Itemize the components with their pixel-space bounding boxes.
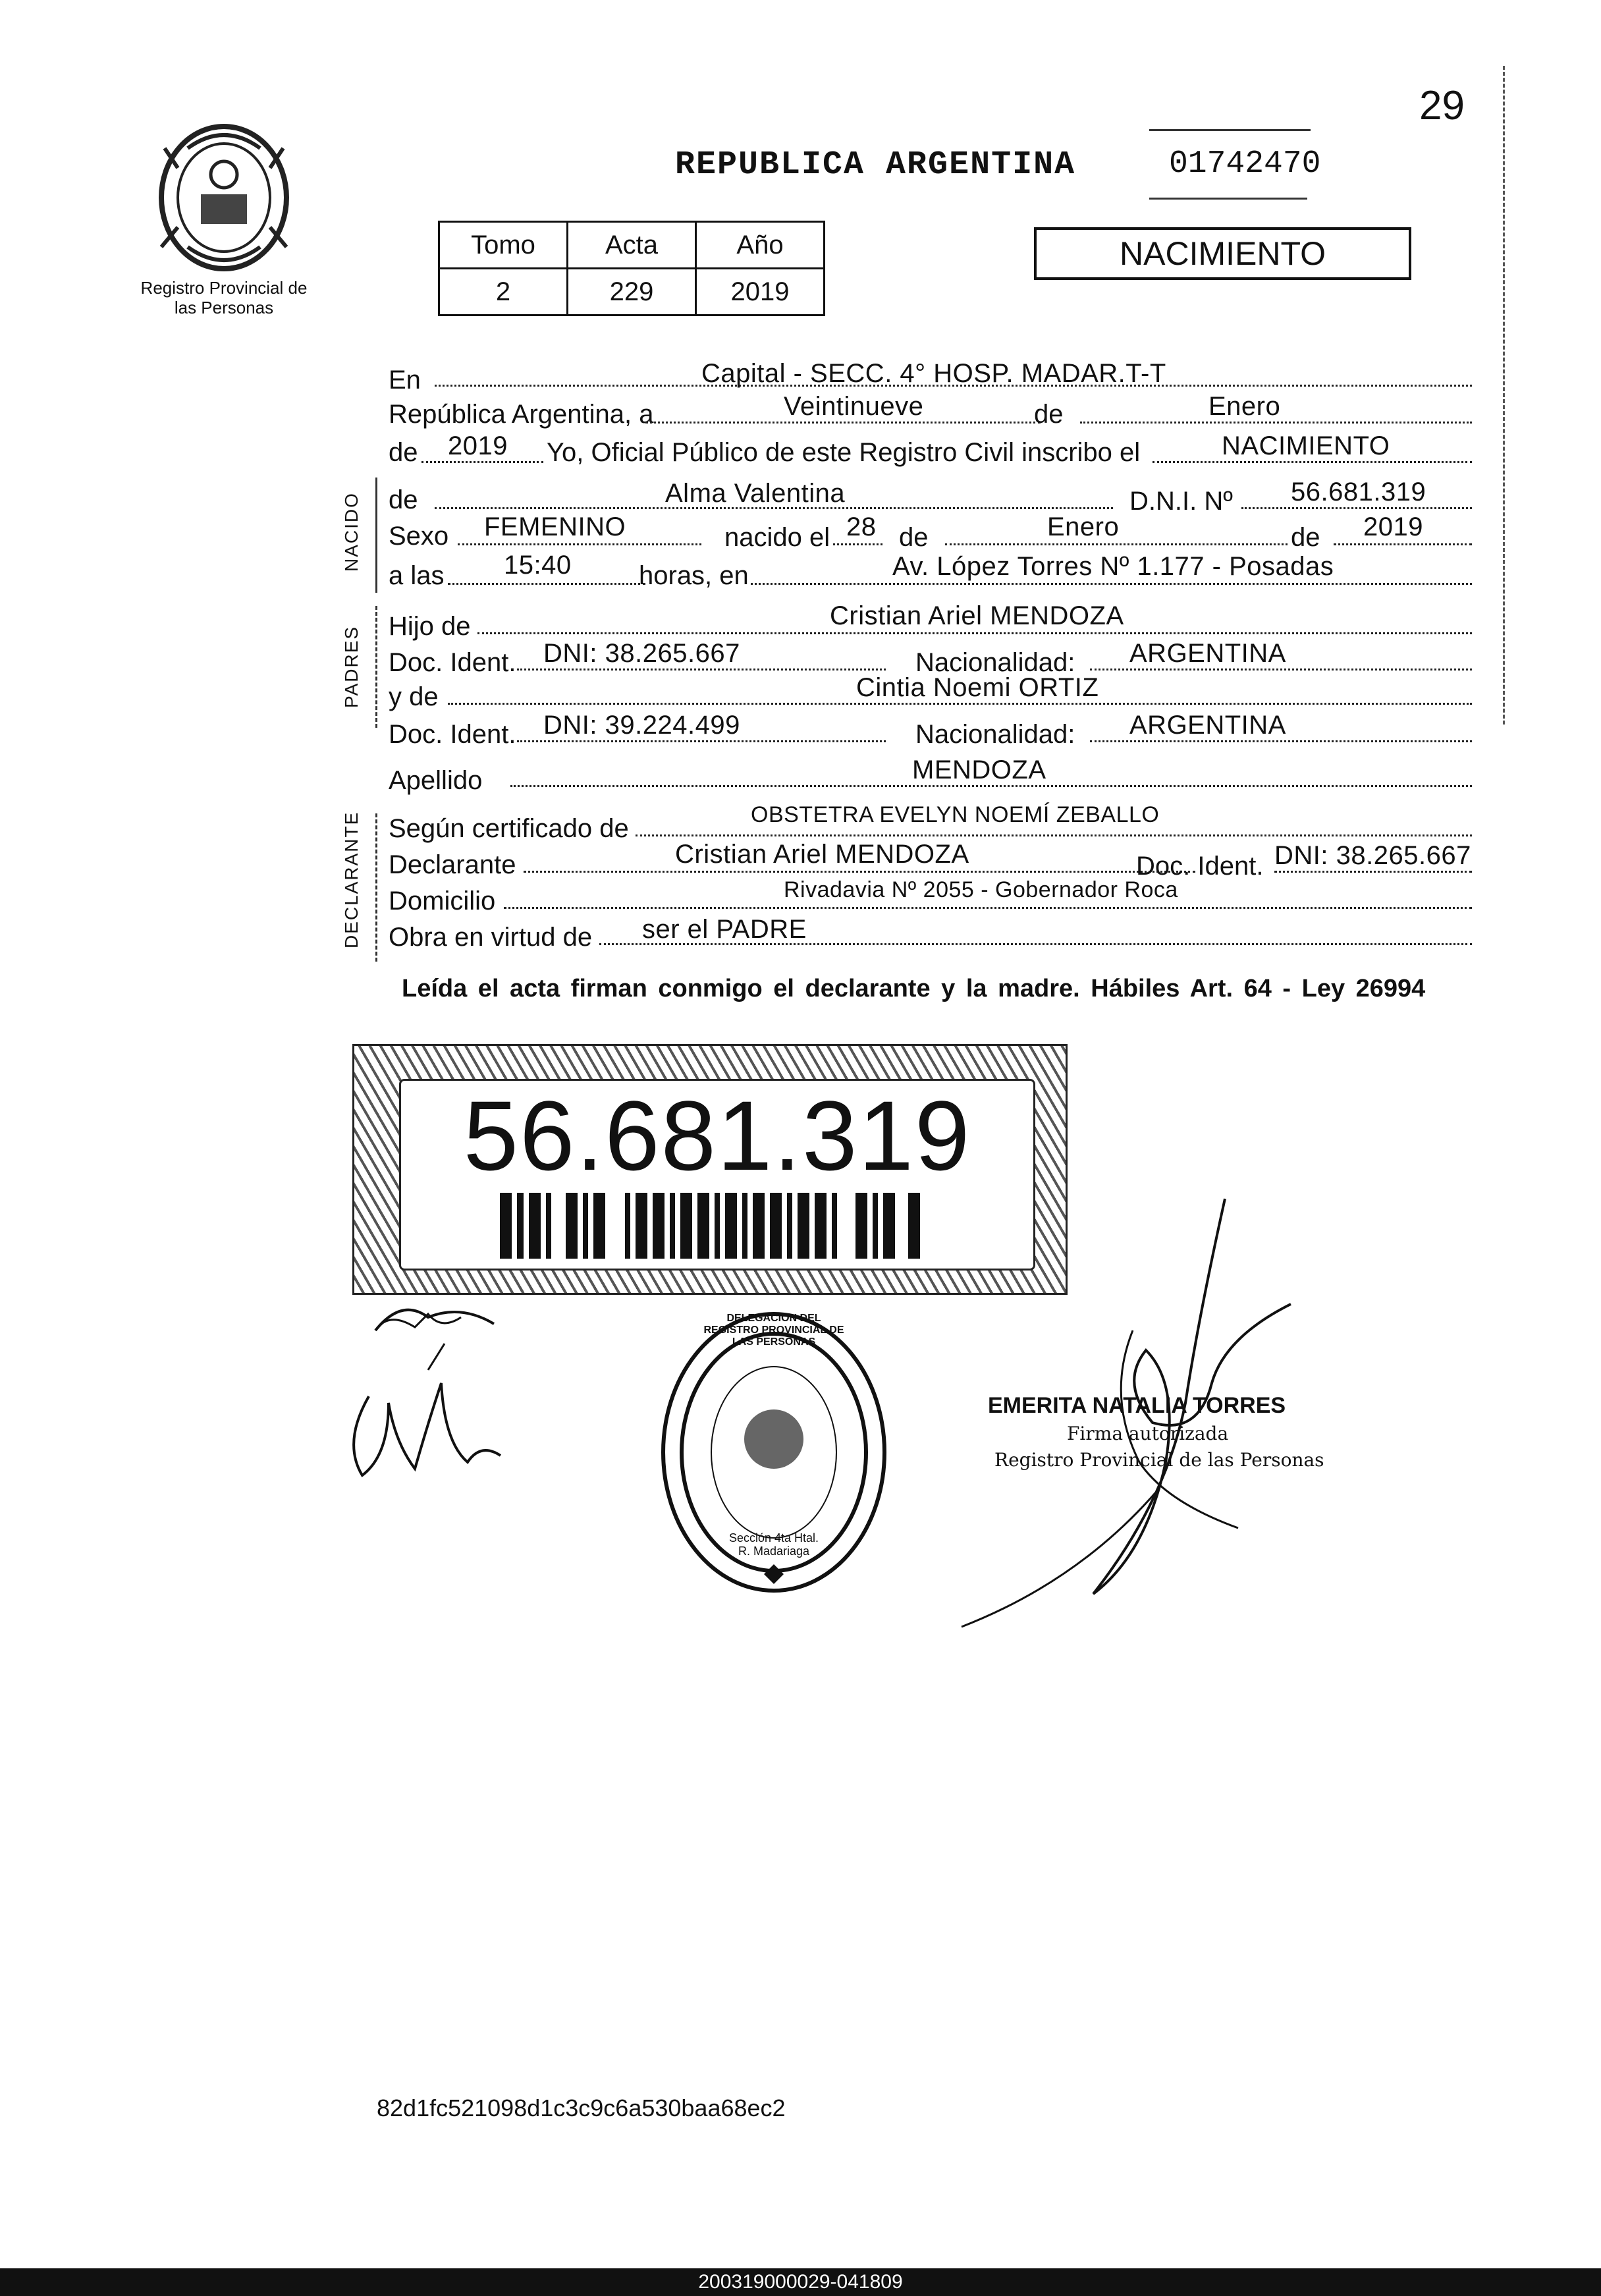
horas-label: horas, en <box>639 561 749 590</box>
bracket-padres <box>375 606 377 728</box>
declarante-doc-label: Doc. Ident. <box>1136 852 1264 881</box>
line-declarante <box>385 840 1472 881</box>
father-nat: ARGENTINA <box>1129 639 1286 668</box>
table-value-acta: 229 <box>568 269 696 315</box>
father-doc-label: Doc. Ident. <box>389 648 516 677</box>
closing-text: Leída el acta firman conmigo el declarante y la madre. Hábiles Art. 64 - Ley 26994 <box>402 975 1426 1002</box>
de-label: de <box>1034 400 1064 429</box>
birth-de-label: de <box>899 523 929 552</box>
mother-nat: ARGENTINA <box>1129 711 1286 740</box>
seal-inner-text: Sección 4ta Htal. R. Madariaga <box>728 1531 819 1558</box>
declarante-doc: DNI: 38.265.667 <box>1274 841 1471 870</box>
line-name <box>385 478 1472 516</box>
official-office: Registro Provincial de las Personas <box>994 1449 1324 1471</box>
hash-code: 82d1fc521098d1c3c9c6a530baa68ec2 <box>377 2094 786 2121</box>
line-father-doc <box>385 639 1472 677</box>
margin-line-right <box>1503 66 1505 724</box>
birth-day: 28 <box>846 512 877 541</box>
official-name: EMERITA NATALIA TORRES <box>988 1393 1286 1418</box>
segun-value: OBSTETRA EVELYN NOEMÍ ZEBALLO <box>751 802 1160 827</box>
document-title: REPUBLICA ARGENTINA <box>675 146 1076 184</box>
apellido-value: MENDOZA <box>912 755 1046 784</box>
domicilio-label: Domicilio <box>389 887 496 916</box>
mother-nat-label: Nacionalidad: <box>915 720 1075 749</box>
seal-outer-text: DELEGACION DEL REGISTRO PROVINCIAL DE LAS PERSONAS <box>703 1313 844 1348</box>
line-sexo <box>385 512 1472 552</box>
line-domicilio <box>385 877 1472 916</box>
mother-name: Cintia Noemi ORTIZ <box>856 673 1099 702</box>
line-hijo <box>385 601 1472 641</box>
table-header-tomo: Tomo <box>439 222 568 269</box>
line-obra <box>385 917 1472 950</box>
line-time <box>385 551 1472 590</box>
table-header-anio: Año <box>696 222 825 269</box>
declarante-value: Cristian Ariel MENDOZA <box>675 840 969 869</box>
line-apellido <box>385 755 1472 795</box>
hijo-label: Hijo de <box>389 612 471 641</box>
line-republica <box>385 392 1472 429</box>
year-value: 2019 <box>448 431 508 460</box>
line-segun <box>385 802 1472 843</box>
side-label-declarante: DECLARANTE <box>341 811 362 948</box>
child-name: Alma Valentina <box>665 479 846 508</box>
father-nat-label: Nacionalidad: <box>915 648 1075 677</box>
line-mother <box>385 673 1472 711</box>
dni-label: D.N.I. Nº <box>1129 487 1233 516</box>
serial-underline <box>1149 129 1311 131</box>
de-name-label: de <box>389 485 418 514</box>
obra-label: Obra en virtud de <box>389 923 593 952</box>
en-label: En <box>389 366 421 395</box>
mother-doc-label: Doc. Ident. <box>389 720 516 749</box>
record-table <box>438 221 825 316</box>
line-mother-doc <box>385 711 1472 749</box>
id-sticker-panel <box>399 1079 1035 1271</box>
sexo-value: FEMENINO <box>484 512 626 541</box>
inscribo-value: NACIMIENTO <box>1222 431 1390 460</box>
dni-value: 56.681.319 <box>1291 478 1426 506</box>
coat-of-arms-icon <box>148 122 300 273</box>
bracket-declarante <box>375 813 377 962</box>
father-doc: DNI: 38.265.667 <box>543 639 740 668</box>
bracket-nacido <box>375 478 377 593</box>
obra-value: ser el PADRE <box>642 915 807 944</box>
id-number: 56.681.319 <box>463 1080 971 1191</box>
birth-month: Enero <box>1047 512 1120 541</box>
birth-year-de-label: de <box>1291 523 1320 552</box>
side-label-nacido: NACIDO <box>341 492 362 572</box>
mother-doc: DNI: 39.224.499 <box>543 711 740 740</box>
birth-year: 2019 <box>1363 512 1423 541</box>
declarant-signature-icon <box>329 1291 547 1489</box>
page-number: 29 <box>1419 83 1465 128</box>
serial-number: 01742470 <box>1169 146 1321 182</box>
side-label-padres: PADRES <box>341 625 362 708</box>
table-value-anio: 2019 <box>696 269 825 315</box>
doc-type-box: NACIMIENTO <box>1034 227 1411 280</box>
domicilio-value: Rivadavia Nº 2055 - Gobernador Roca <box>784 877 1178 902</box>
month-value: Enero <box>1208 392 1281 421</box>
en-value: Capital - SECC. 4° HOSP. MADAR.T-T <box>701 359 1166 388</box>
father-name: Cristian Ariel MENDOZA <box>830 601 1124 630</box>
line-en <box>385 359 1472 395</box>
y-de-label: y de <box>389 682 439 711</box>
barcode-icon <box>500 1193 935 1259</box>
table-header-acta: Acta <box>568 222 696 269</box>
day-value: Veintinueve <box>784 392 924 421</box>
inscribo-text: Yo, Oficial Público de este Registro Civil inscribo el <box>547 438 1141 467</box>
apellido-label: Apellido <box>389 766 483 795</box>
place-value: Av. López Torres Nº 1.177 - Posadas <box>892 552 1334 581</box>
time-value: 15:40 <box>504 551 572 580</box>
official-role: Firma autorizada <box>1067 1423 1229 1444</box>
declarante-label: Declarante <box>389 850 516 879</box>
line-inscribo <box>385 431 1472 468</box>
table-value-tomo: 2 <box>439 269 568 315</box>
serial-underline-bottom <box>1149 198 1307 200</box>
a-las-label: a las <box>389 561 445 590</box>
footer-code: 200319000029-041809 <box>698 2271 903 2293</box>
registry-caption: Registro Provincial de las Personas <box>140 278 308 317</box>
sexo-label: Sexo <box>389 522 449 551</box>
segun-label: Según certificado de <box>389 814 629 843</box>
republica-label: República Argentina, a <box>389 400 654 429</box>
official-seal <box>659 1307 889 1610</box>
footer-bar <box>0 2268 1601 2296</box>
de-year-label: de <box>389 438 418 467</box>
birth-form <box>385 359 1472 1018</box>
nacido-el-label: nacido el <box>724 523 830 552</box>
